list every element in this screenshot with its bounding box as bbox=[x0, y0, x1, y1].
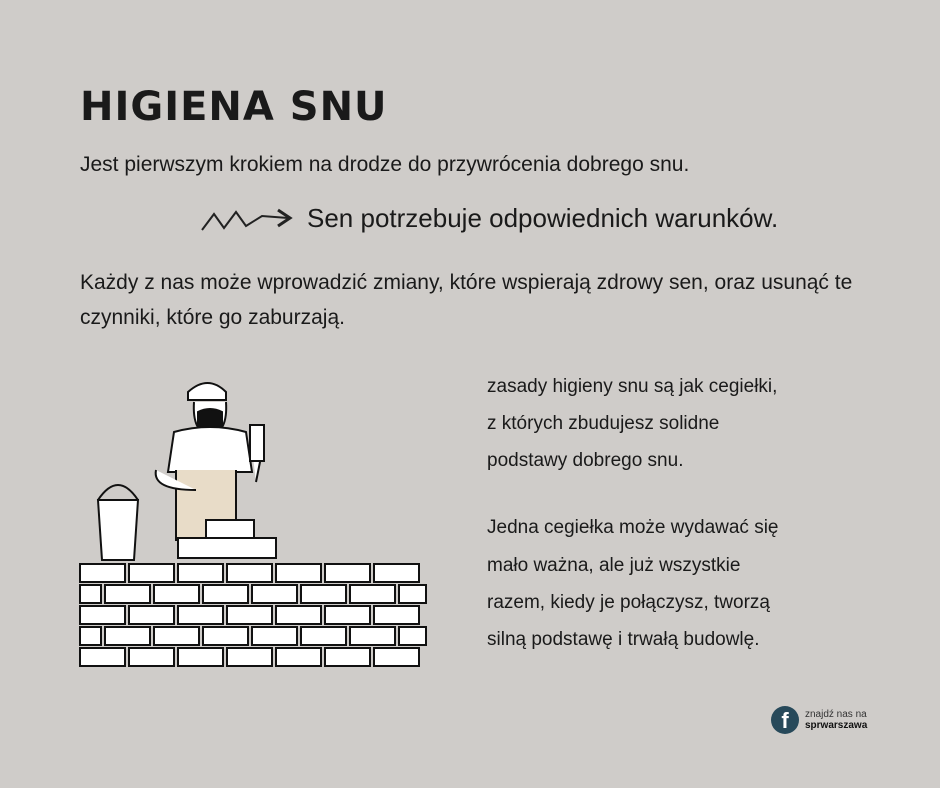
facebook-badge[interactable] bbox=[771, 706, 867, 734]
brick bbox=[350, 585, 395, 603]
brick bbox=[399, 627, 426, 645]
right-text-line: zasady higieny snu są jak cegiełki, bbox=[487, 376, 778, 397]
brick bbox=[350, 627, 395, 645]
right-text-line: z których zbudujesz solidne bbox=[487, 413, 720, 434]
brick bbox=[252, 627, 297, 645]
brick bbox=[178, 564, 223, 582]
brick bbox=[325, 648, 370, 666]
brick bbox=[203, 627, 248, 645]
brick bbox=[80, 606, 125, 624]
brick bbox=[203, 585, 248, 603]
right-text-line: mało ważna, ale już wszystkie bbox=[487, 555, 741, 576]
brick bbox=[227, 564, 272, 582]
brick bbox=[276, 564, 321, 582]
facebook-icon: f bbox=[771, 706, 799, 734]
brick bbox=[276, 648, 321, 666]
brick bbox=[301, 585, 346, 603]
paragraph: Każdy z nas może wprowadzić zmiany, które wspierają zdrowy sen, oraz usunąć te czynniki, które go zaburzają. bbox=[80, 271, 853, 329]
brick bbox=[325, 564, 370, 582]
brick bbox=[129, 648, 174, 666]
brick bbox=[374, 606, 419, 624]
brick bbox=[154, 627, 199, 645]
brick bbox=[80, 627, 101, 645]
brick bbox=[252, 585, 297, 603]
footer-line1: znajdź nas na bbox=[805, 709, 867, 720]
page-title: HIGIENA SNU bbox=[80, 84, 388, 130]
brick bbox=[129, 564, 174, 582]
tagline: Sen potrzebuje odpowiednich warunków. bbox=[307, 203, 779, 233]
brick bbox=[399, 585, 426, 603]
brick bbox=[227, 648, 272, 666]
brick bbox=[80, 648, 125, 666]
right-text-line: Jedna cegiełka może wydawać się bbox=[487, 517, 779, 538]
brick bbox=[301, 627, 346, 645]
brick bbox=[129, 606, 174, 624]
tagline-row bbox=[200, 203, 778, 234]
brick bbox=[227, 606, 272, 624]
bricklayer-illustration bbox=[78, 370, 430, 672]
footer-handle: sprwarszawa bbox=[805, 720, 868, 731]
brick bbox=[178, 606, 223, 624]
brick bbox=[105, 585, 150, 603]
right-text-line: razem, kiedy je połączysz, tworzą bbox=[487, 592, 770, 613]
zigzag-arrow-icon bbox=[200, 204, 295, 234]
brick bbox=[80, 585, 101, 603]
brick bbox=[325, 606, 370, 624]
intro-text: Jest pierwszym krokiem na drodze do przywrócenia dobrego snu. bbox=[80, 153, 690, 176]
brick bbox=[374, 564, 419, 582]
brick bbox=[178, 648, 223, 666]
brick bbox=[105, 627, 150, 645]
brick bbox=[154, 585, 199, 603]
right-text-line: silną podstawę i trwałą budowlę. bbox=[487, 629, 760, 650]
right-text-line: podstawy dobrego snu. bbox=[487, 450, 684, 471]
brick bbox=[276, 606, 321, 624]
brick bbox=[80, 564, 125, 582]
brick bbox=[374, 648, 419, 666]
